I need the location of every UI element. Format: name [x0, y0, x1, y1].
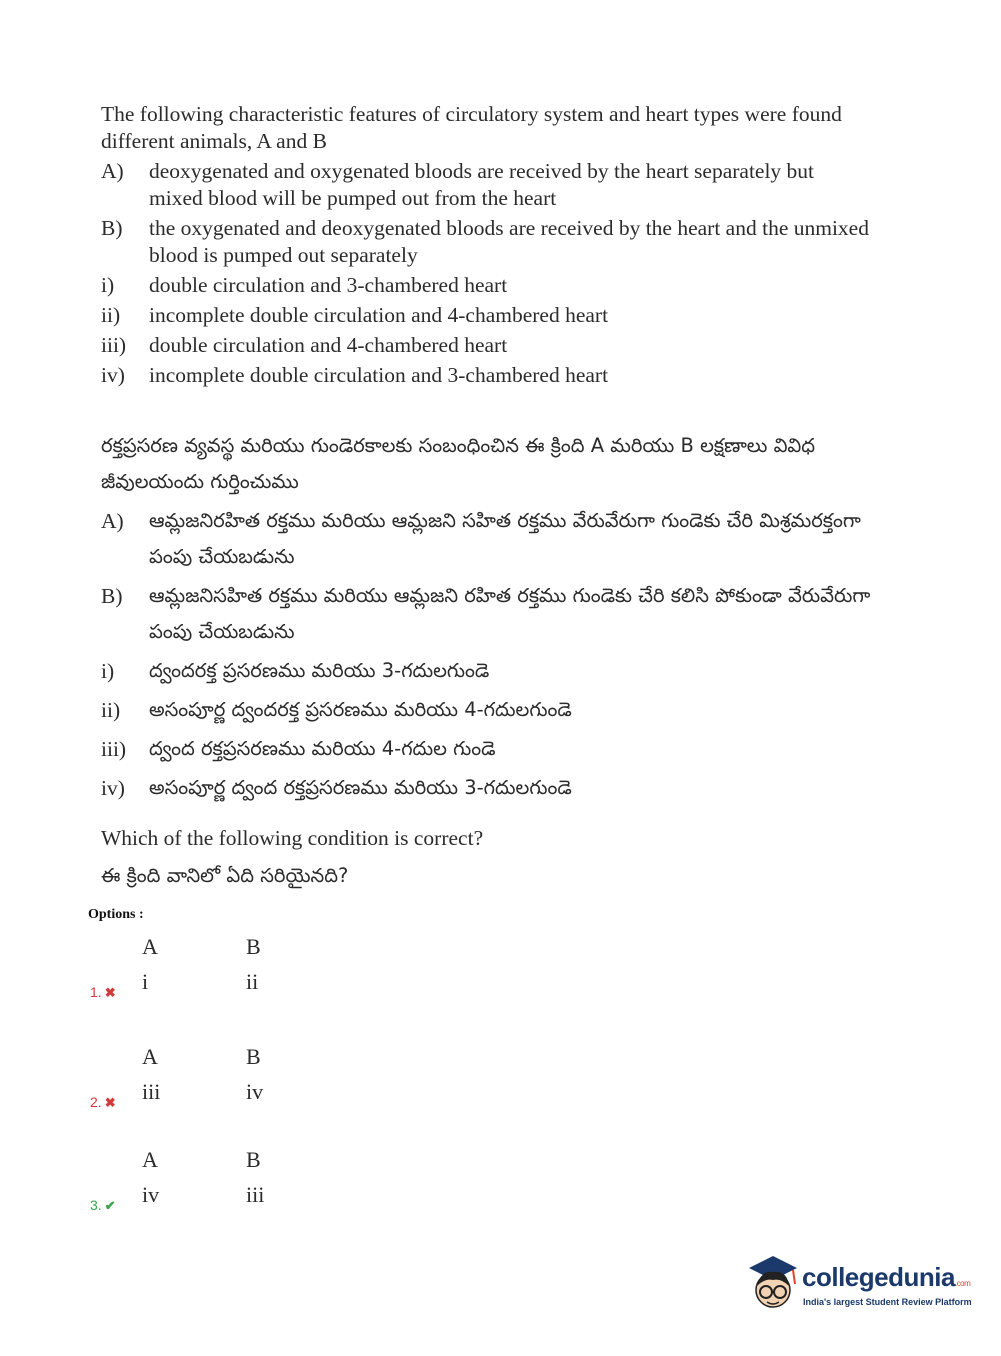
- option-number: 1. ✖: [90, 984, 116, 1000]
- option-3[interactable]: [88, 1147, 388, 1237]
- option-number: 3. ✔: [90, 1197, 116, 1213]
- choice-ii: ii) incomplete double circulation and 4-chambered heart: [101, 303, 609, 327]
- option-b-value: iv: [246, 1079, 264, 1104]
- cross-icon: ✖: [104, 1095, 116, 1110]
- option-b-value: ii: [246, 969, 259, 994]
- statement-a-telugu: A) ఆమ్లజనిరహిత రక్తము మరియు ఆమ్లజని సహిత రక్తము వేరువేరుగా గుండెకు చేరి మిశ్రమరక్తంగా పంపు చేయబడును: [101, 509, 861, 568]
- choice-i: i) double circulation and 3-chambered heart: [101, 273, 508, 297]
- question-prompt-telugu: ఈ క్రింది వానిలో ఏది సరియైనది?: [101, 864, 349, 887]
- collegedunia-logo: [743, 1250, 973, 1316]
- option-2[interactable]: [88, 1044, 388, 1134]
- option-b-value: iii: [246, 1182, 265, 1207]
- question-stem: The following characteristic features of circulatory system and heart types were found different animals, A and B: [101, 102, 842, 153]
- question-english: [101, 101, 871, 389]
- option-a-value: i: [142, 969, 149, 994]
- option-number: 2. ✖: [90, 1094, 116, 1110]
- choice-ii-telugu: ii) అసంపూర్ణ ద్వందరక్త ప్రసరణము మరియు 4-గదులగుండె: [101, 698, 572, 722]
- option-col-b-header: B: [246, 1044, 261, 1069]
- option-col-a-header: A: [142, 934, 158, 959]
- question-telugu: [101, 428, 871, 806]
- option-col-b-header: B: [246, 934, 261, 959]
- cross-icon: ✖: [104, 985, 116, 1000]
- option-a-value: iv: [142, 1182, 160, 1207]
- statement-a: A) deoxygenated and oxygenated bloods are received by the heart separately but mixed blood will be pumped out from the heart: [101, 159, 815, 210]
- option-a-value: iii: [142, 1079, 161, 1104]
- logo-tagline: India's largest Student Review Platform: [803, 1297, 972, 1307]
- option-col-a-header: A: [142, 1044, 158, 1069]
- options-heading: Options :: [88, 907, 144, 922]
- question-stem-telugu: రక్తప్రసరణ వ్యవస్థ మరియు గుండెరకాలకు సంబంధించిన ఈ క్రింది A మరియు B లక్షణాలు వివిధ జీవులయందు గుర్తించుము: [101, 434, 816, 493]
- option-col-a-header: A: [142, 1147, 158, 1172]
- choice-iv-telugu: iv) అసంపూర్ణ ద్వంద రక్తప్రసరణము మరియు 3-గదులగుండె: [101, 776, 572, 800]
- option-1[interactable]: [88, 934, 388, 1024]
- option-col-b-header: B: [246, 1147, 261, 1172]
- question-prompt: Which of the following condition is correct?: [101, 826, 484, 850]
- statement-b: B) the oxygenated and deoxygenated bloods are received by the heart and the unmixed blood is pumped out separately: [101, 216, 869, 267]
- checkmark-icon: ✔: [104, 1198, 116, 1213]
- choice-iii: iii) double circulation and 4-chambered heart: [101, 333, 508, 357]
- logo-wordmark: collegedunia.com: [802, 1262, 971, 1292]
- choice-i-telugu: i) ద్వందరక్త ప్రసరణము మరియు 3-గదులగుండె: [101, 659, 490, 683]
- choice-iv: iv) incomplete double circulation and 3-chambered heart: [101, 363, 609, 387]
- choice-iii-telugu: iii) ద్వంద రక్తప్రసరణము మరియు 4-గదుల గుండె: [101, 737, 496, 761]
- statement-b-telugu: B) ఆమ్లజనిసహిత రక్తము మరియు ఆమ్లజని రహిత రక్తము గుండెకు చేరి కలిసి పోకుండా వేరువేరుగా పంపు చేయబడును: [101, 584, 871, 643]
- mascot-icon: [743, 1250, 803, 1316]
